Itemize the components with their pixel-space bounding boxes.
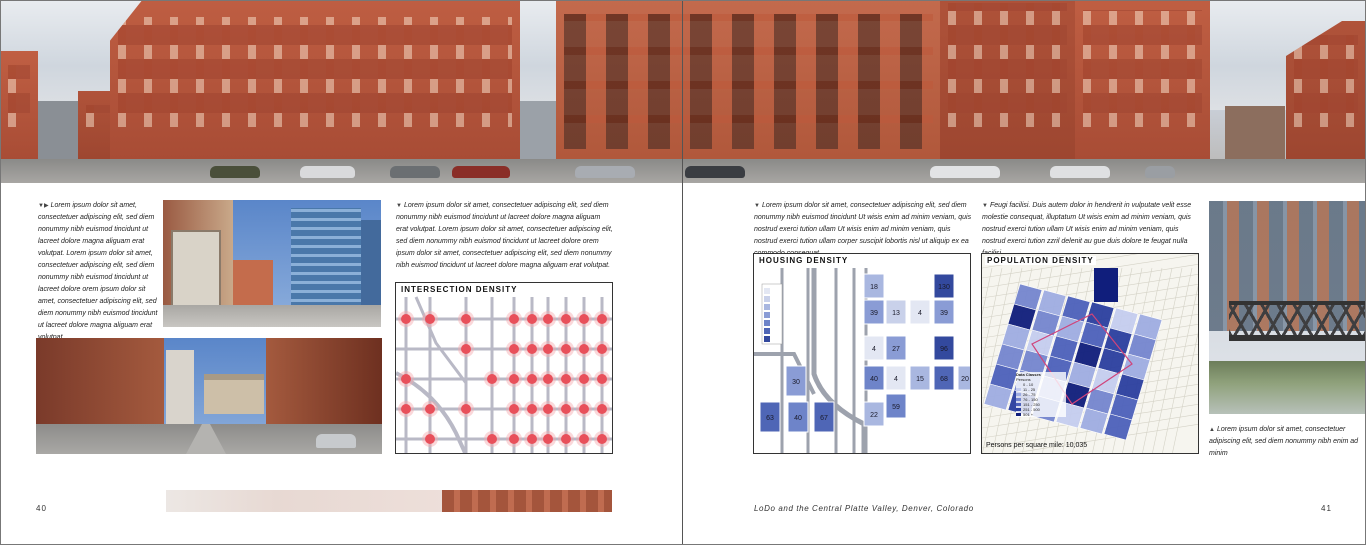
- intersection-dot: [425, 314, 435, 324]
- density-value-label: 68: [940, 376, 948, 383]
- intersection-dot: [509, 314, 519, 324]
- intersection-dot: [597, 434, 607, 444]
- housing-map-graphic: [754, 254, 971, 454]
- housing-map-title: HOUSING DENSITY: [759, 256, 849, 265]
- legend-class: 11 - 25: [1016, 387, 1066, 392]
- population-block: [1094, 268, 1118, 302]
- density-value-label: 67: [820, 415, 828, 422]
- intersection-dot: [561, 314, 571, 324]
- population-legend: Data Classes Persons 0 - 10 11 - 25 26 - 75 76 - 150 151 - 250 251 - 500 501 +: [1016, 372, 1066, 417]
- intersection-dot: [527, 374, 537, 384]
- triangle-marker-icon: ▼: [396, 203, 402, 209]
- density-value-label: 40: [794, 415, 802, 422]
- legend-swatch: [764, 296, 770, 302]
- population-density-map: [981, 253, 1199, 454]
- legend-class: 501 +: [1016, 412, 1066, 417]
- density-value-label: 4: [894, 376, 898, 383]
- intersection-dot: [487, 434, 497, 444]
- intersection-dot: [597, 314, 607, 324]
- intersection-dot: [543, 344, 553, 354]
- street-line: [416, 297, 466, 383]
- density-value-label: 13: [892, 310, 900, 317]
- legend-class: 76 - 150: [1016, 397, 1066, 402]
- intersection-dot: [509, 404, 519, 414]
- right-body-text-2: ▼ Feugi facilisi. Duis autem dolor in hendrerit in vulputate velit esse molestie consequat, illuptatum Ut wisis enim ad minim veniam, quis nostrud exerci tution ullam Ut wisis enim ad minim veniam, quis nostrud exerci tution zzril delenit au gue duis dolore te feugat nulla: [982, 202, 1192, 245]
- brick-building: [1075, 0, 1210, 161]
- intersection-dot: [527, 344, 537, 354]
- photo-modern-buildings: [163, 200, 381, 327]
- intersection-dot: [527, 404, 537, 414]
- intersection-dot: [461, 404, 471, 414]
- intersection-dot: [401, 404, 411, 414]
- intersection-dot: [561, 344, 571, 354]
- intersection-dot: [425, 404, 435, 414]
- population-map-caption: Persons per square mile: 10,035: [986, 442, 1088, 449]
- left-body-text-1: ▼▶ Lorem ipsum dolor sit amet, consectetuer adipiscing elit, sed diem nonummy nibh euismod tincidunt ut lacreet dolore magna aliguam erat volutpat. Lorem ipsum dolor sit amet, consectetuer adipiscing elit, sed diem nonummy nibh euismod tincidunt ut lacreet dolore orem ipsum dolor sit amet, consectetuer adipiscing elit, sed diem nonummy nibh euismod tincidunt ut lacreet dolore magna aliguam erat: [38, 202, 158, 329]
- intersection-map-graphic: [396, 283, 613, 454]
- intersection-dot: [561, 434, 571, 444]
- intersection-dot: [509, 374, 519, 384]
- building: [1225, 106, 1285, 161]
- legend-swatch: [764, 288, 770, 294]
- intersection-dot: [527, 434, 537, 444]
- housing-density-map: [753, 253, 971, 454]
- intersection-dot: [543, 434, 553, 444]
- density-value-label: 30: [792, 379, 800, 386]
- page-gutter: [682, 0, 683, 545]
- density-value-label: 63: [766, 415, 774, 422]
- intersection-dot: [543, 374, 553, 384]
- intersection-dot: [461, 344, 471, 354]
- legend-class: 0 - 10: [1016, 382, 1066, 387]
- intersection-dot: [579, 314, 589, 324]
- density-value-label: 4: [918, 310, 922, 317]
- intersection-dot: [543, 404, 553, 414]
- intersection-dot: [579, 374, 589, 384]
- intersection-dot: [561, 404, 571, 414]
- density-value-label: 59: [892, 404, 900, 411]
- left-body-text-2: ▼ Lorem ipsum dolor sit amet, consectetuer adipiscing elit, sed diem nonummy nibh euismod tincidunt ut lacreet dolore magna aliguam erat volutpat. Lorem ipsum dolor sit amet, consectetuer adipiscing elit, sed diem nonummy nibh euismod tincidunt ut lacreet dolore orem ipsum dolor sit amet, consectetuer adipiscing elit, sed diem nonummy nibh euismod tincidunt ut lacreet dolore magna aliguam erat volutpat.: [396, 202, 613, 269]
- density-value-label: 40: [870, 376, 878, 383]
- intersection-dot: [579, 404, 589, 414]
- triangle-marker-icon: ▼: [982, 203, 988, 209]
- page-number-left: 40: [36, 504, 47, 513]
- intersection-dot: [461, 314, 471, 324]
- legend-class: 251 - 500: [1016, 407, 1066, 412]
- density-value-label: 20: [961, 376, 969, 383]
- car: [575, 166, 635, 178]
- intersection-dot: [543, 314, 553, 324]
- car: [300, 166, 355, 178]
- intersection-dot: [425, 434, 435, 444]
- intersection-dot: [509, 434, 519, 444]
- intersection-dot: [561, 374, 571, 384]
- intersection-dot: [487, 374, 497, 384]
- density-value-label: 96: [940, 346, 948, 353]
- street-panorama-photo: [0, 0, 1366, 183]
- right-body-text-3: ▲ Lorem ipsum dolor sit amet, consectetuer adipiscing elit, sed diem nonummy nibh enim ad minim: [1209, 426, 1359, 457]
- triangle-marker-icon: ▼▶: [38, 203, 49, 209]
- photo-street-union-station: [36, 338, 382, 454]
- density-value-label: 39: [870, 310, 878, 317]
- population-map-title: POPULATION DENSITY: [987, 256, 1094, 265]
- car: [930, 166, 1000, 178]
- density-value-label: 18: [870, 284, 878, 291]
- car: [1050, 166, 1110, 178]
- building: [0, 51, 38, 161]
- intersection-dot: [579, 434, 589, 444]
- brick-building: [940, 0, 1075, 161]
- running-footer: LoDo and the Central Platte Valley, Denver, Colorado: [754, 504, 974, 513]
- legend-swatch: [764, 320, 770, 326]
- car: [390, 166, 440, 178]
- density-value-label: 130: [938, 284, 950, 291]
- car: [1145, 166, 1175, 178]
- right-body-text-1: ▼ Lorem ipsum dolor sit amet, consectetuer adipiscing elit, sed diem nonummy nibh euismod tincidunt Ut wisis enim ad minim veniam, quis nostrud exerci tution ullam Ut wisis enim ad minim veniam, quis nostrud exerci tution ullam corper suscipit lobortis nisl ut aliquip ex ea: [754, 202, 972, 245]
- intersection-dot: [597, 404, 607, 414]
- building: [520, 101, 560, 161]
- warehouse-building: [110, 0, 520, 161]
- legend-swatch: [764, 304, 770, 310]
- legend-class: 151 - 250: [1016, 402, 1066, 407]
- intersection-dot: [401, 374, 411, 384]
- legend-swatch: [764, 328, 770, 334]
- legend-class: 26 - 75: [1016, 392, 1066, 397]
- intersection-dot: [401, 314, 411, 324]
- legend-swatch: [764, 336, 770, 342]
- density-value-label: 27: [892, 346, 900, 353]
- density-value-label: 15: [916, 376, 924, 383]
- building: [38, 101, 78, 161]
- car: [452, 166, 510, 178]
- density-value-label: 4: [872, 346, 876, 353]
- intersection-map-title: INTERSECTION DENSITY: [401, 285, 518, 294]
- triangle-marker-icon: ▲: [1209, 427, 1215, 433]
- legend-swatch: [764, 312, 770, 318]
- car: [685, 166, 745, 178]
- car: [210, 166, 260, 178]
- density-value-label: 39: [940, 310, 948, 317]
- population-map-graphic: [982, 254, 1199, 454]
- intersection-dot: [527, 314, 537, 324]
- photo-steel-bridge: [1209, 201, 1366, 414]
- page-number-right: 41: [1321, 504, 1332, 513]
- intersection-dot: [597, 344, 607, 354]
- triangle-marker-icon: ▼: [754, 203, 760, 209]
- intersection-density-map: [395, 282, 613, 454]
- density-value-label: 22: [870, 412, 878, 419]
- intersection-dot: [509, 344, 519, 354]
- office-building: [556, 0, 941, 183]
- intersection-dot: [579, 344, 589, 354]
- intersection-dot: [597, 374, 607, 384]
- thumbnail-strip-photo: [166, 490, 612, 512]
